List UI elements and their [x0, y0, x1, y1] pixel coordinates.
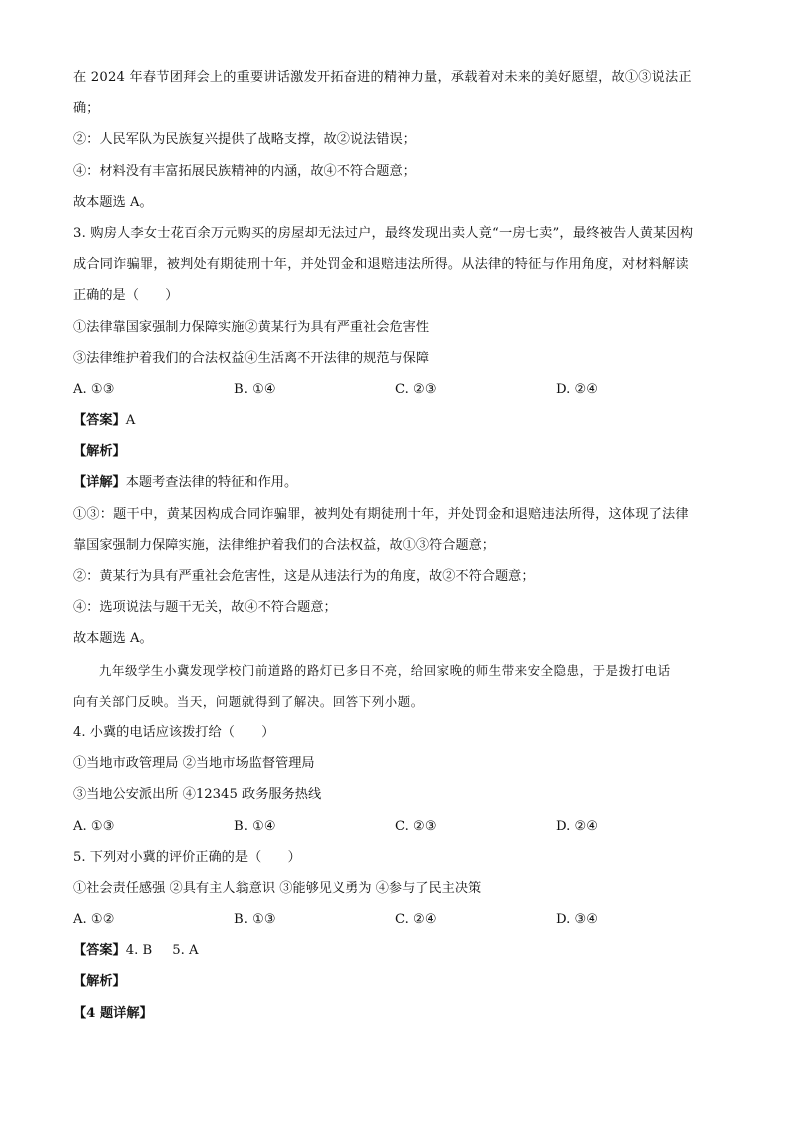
- answer-line: [73, 935, 733, 966]
- analysis-label: 【解析】: [73, 444, 126, 460]
- detail-label: 【4 题详解】: [73, 1005, 153, 1021]
- answer-label: 【答案】: [73, 413, 126, 429]
- conclusion-line: 故本题选 A。: [73, 631, 153, 647]
- analysis-label: 【解析】: [73, 974, 126, 990]
- option-c: C. ②③: [395, 381, 437, 397]
- question-4-stem: 4. 小冀的电话应该拨打给（ ）: [73, 724, 275, 740]
- option-b: B. ①④: [234, 381, 276, 397]
- option-a: A. ①③: [73, 818, 115, 834]
- question-3-choice: ①法律靠国家强制力保障实施②黄某行为具有严重社会危害性: [73, 319, 430, 335]
- reading-passage: 向有关部门反映。当天，问题就得到了解决。回答下列小题。: [73, 693, 424, 709]
- option-c: C. ②③: [395, 818, 437, 834]
- text-line: ④：材料没有丰富拓展民族精神的内涵，故④不符合题意；: [73, 163, 416, 179]
- text-line: ②：人民军队为民族复兴提供了战略支撑，故②说法错误；: [73, 132, 416, 148]
- detail-text: 本题考查法律的特征和作用。: [125, 475, 298, 491]
- explanation-line: 靠国家强制力保障实施，法律维护着我们的合法权益，故①③符合题意；: [73, 537, 495, 553]
- option-d: D. ③④: [556, 912, 599, 928]
- question-4-choice: ①当地市政管理局 ②当地市场监督管理局: [73, 756, 315, 772]
- reading-passage: 九年级学生小冀发现学校门前道路的路灯已多日不亮，给回家晚的师生带来安全隐患，于是拨打电话: [99, 662, 671, 678]
- question-4-options: [73, 811, 733, 842]
- question-4-choice: ③当地公安派出所 ④12345 政务服务热线: [73, 787, 322, 803]
- detail-line: [73, 467, 733, 498]
- text-line: 故本题选 A。: [73, 194, 153, 210]
- question-3-stem: 成合同诈骗罪，被判处有期徒刑十年，并处罚金和退赔违法所得。从法律的特征与作用角度，对材料解读: [73, 257, 689, 273]
- option-a: A. ①③: [73, 381, 115, 397]
- question-3-stem: 3. 购房人李女士花百余万元购买的房屋却无法过户，最终发现出卖人竟“一房七卖”，最终被告人黄某因构: [73, 225, 694, 241]
- question-5-stem: 5. 下列对小冀的评价正确的是（ ）: [73, 849, 301, 865]
- option-d: D. ②④: [556, 818, 599, 834]
- explanation-line: ②：黄某行为具有严重社会危害性，这是从违法行为的角度，故②不符合题意；: [73, 569, 535, 584]
- answer-5: 5. A: [172, 943, 199, 959]
- question-3-options: [73, 374, 733, 405]
- question-5-options: [73, 904, 733, 935]
- explanation-line: ④：选项说法与题干无关，故④不符合题意；: [73, 600, 337, 616]
- explanation-line: ①③：题干中，黄某因构成合同诈骗罪，被判处有期徒刑十年，并处罚金和退赔违法所得，这体现了法律: [73, 506, 689, 522]
- question-3-choice: ③法律维护着我们的合法权益④生活离不开法律的规范与保障: [73, 350, 430, 366]
- question-3-stem: 正确的是（ ）: [73, 288, 179, 304]
- detail-label: 【详解】: [73, 475, 126, 491]
- text-line: 在 2024 年春节团拜会上的重要讲话激发开拓奋进的精神力量，承载着对未来的美好愿望，故①③说法正: [73, 70, 692, 85]
- answer-value: A: [125, 413, 136, 429]
- answer-4: 4. B: [125, 943, 153, 959]
- option-c: C. ②④: [395, 912, 437, 928]
- option-b: B. ①③: [234, 912, 276, 928]
- document-page: [73, 62, 733, 1029]
- answer-line: [73, 405, 733, 436]
- option-d: D. ②④: [556, 381, 599, 397]
- question-5-choice: ①社会责任感强 ②具有主人翁意识 ③能够见义勇为 ④参与了民主决策: [73, 880, 482, 896]
- option-b: B. ①④: [234, 818, 276, 834]
- option-a: A. ①②: [73, 912, 115, 928]
- text-line: 确；: [73, 101, 100, 117]
- answer-label: 【答案】: [73, 943, 126, 959]
